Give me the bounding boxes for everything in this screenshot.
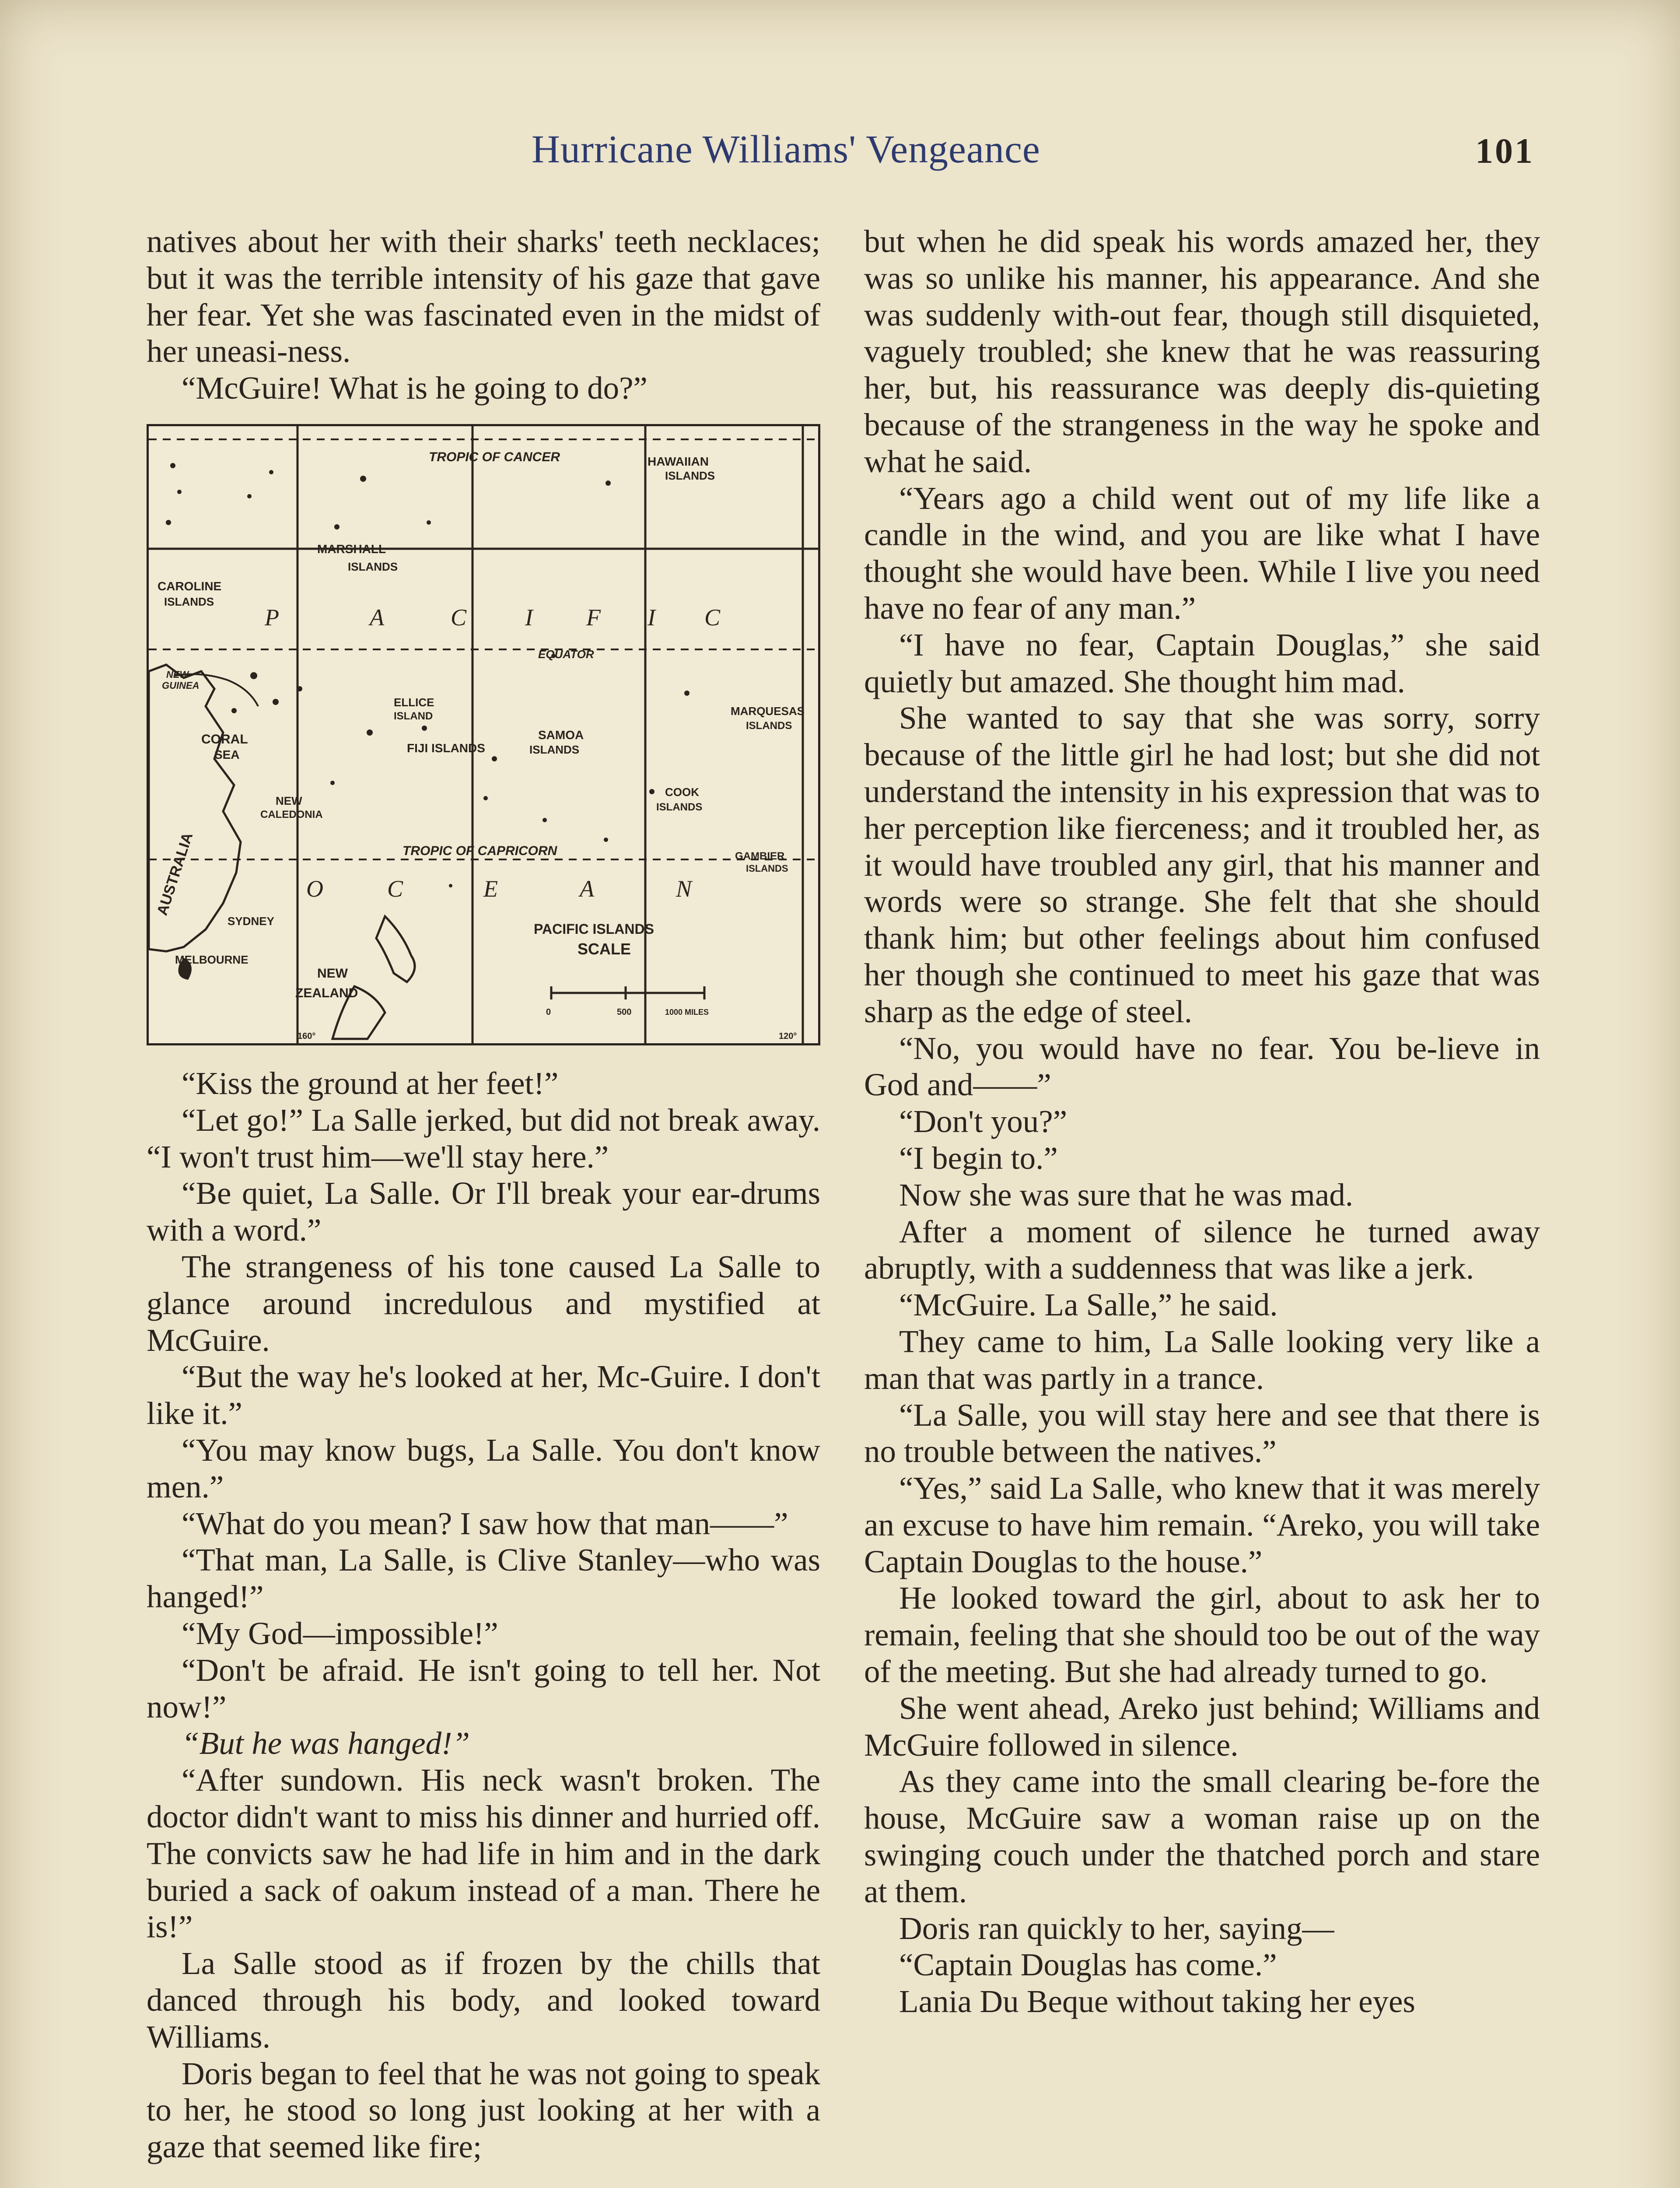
paragraph-italic: “But he was hanged!” — [182, 1725, 470, 1761]
right-column — [864, 223, 1540, 2020]
scale-label: SCALE — [578, 940, 631, 958]
marshall-label-2: ISLANDS — [348, 560, 398, 573]
paragraph: She wanted to say that she was sorry, sorry because of the little girl he had lost; but she did not understand the intensity in his expression that was to her perception like fierceness; and it troubled her, as it would have troubled any girl, that his manner and words were so strange. She felt that she should thank him; but other feelings about him confused her though she continued to meet his gaze that was sharp as the edge of steel. — [864, 700, 1540, 1029]
pacific-letter: F — [586, 604, 601, 631]
paragraph: Lania Du Beque without taking her eyes — [899, 1984, 1415, 2020]
paragraph: “I have no fear, Captain Douglas,” she said quietly but amazed. She thought him mad. — [864, 627, 1540, 699]
paragraph: Now she was sure that he was mad. — [899, 1177, 1353, 1213]
tropic-of-cancer-label: TROPIC OF CANCER — [429, 449, 560, 464]
paragraph: “Yes,” said La Salle, who knew that it was merely an excuse to have him remain. “Areko, you will take Captain Douglas to the house.” — [864, 1470, 1540, 1579]
marshall-label-1: MARSHALL — [317, 542, 386, 556]
paragraph: “McGuire. La Salle,” he said. — [899, 1287, 1278, 1323]
australia-label: AUSTRALIA — [154, 830, 196, 918]
pacific-letter: I — [648, 604, 655, 631]
paragraph: They came to him, La Salle looking very like a man that was partly in a trance. — [864, 1323, 1540, 1396]
paragraph: natives about her with their sharks' teeth necklaces; but it was the terrible intensity of his gaze that gave her fear. Yet she was fascinated even in the midst of her uneasi-ness. — [147, 224, 820, 369]
pacific-map-figure — [147, 424, 820, 1045]
ocean-letter: O — [306, 875, 323, 902]
page-number: 101 — [1475, 131, 1534, 171]
ocean-letter: N — [676, 875, 692, 902]
paragraph: As they came into the small clearing be-fore the house, McGuire saw a woman raise up on the swinging couch under the thatched porch and stare at them. — [864, 1764, 1540, 1909]
ellice-label-1: ELLICE — [394, 695, 434, 709]
fiji-label: FIJI ISLANDS — [407, 741, 485, 755]
new-guinea-label-1: NEW — [166, 669, 189, 680]
gambier-label-2: ISLANDS — [746, 863, 788, 874]
paragraph: “No, you would have no fear. You be-lieve in God and——” — [864, 1030, 1540, 1103]
hawaiian-label-1: HAWAIIAN — [648, 454, 709, 468]
paragraph: “Don't you?” — [899, 1104, 1068, 1140]
paragraph: “Be quiet, La Salle. Or I'll break your ear-drums with a word.” — [147, 1175, 820, 1248]
gambier-label-1: GAMBIER — [735, 850, 785, 862]
scale-title-label: PACIFIC ISLANDS — [534, 921, 654, 937]
paragraph: The strangeness of his tone caused La Salle to glance around incredulous and mystified at McGuire. — [147, 1248, 820, 1358]
paragraph: Doris began to feel that he was not going to speak to her, he stood so long just looking at her with a gaze that seemed like fire; — [147, 2055, 820, 2165]
pacific-map — [149, 426, 818, 1043]
melbourne-label: MELBOURNE — [175, 953, 248, 966]
island-dots — [166, 463, 690, 887]
new-caledonia-label-1: NEW — [276, 794, 302, 807]
new-zealand-label-2: ZEALAND — [295, 985, 358, 1000]
paragraph: “After sundown. His neck wasn't broken. The doctor didn't want to miss his dinner and hurried off. The convicts saw he had life in him and in the dark buried a sack of oakum instead of a man. There he is!” — [147, 1762, 820, 1945]
paragraph: “That man, La Salle, is Clive Stanley—who was hanged!” — [147, 1542, 820, 1615]
marquesas-label-2: ISLANDS — [746, 719, 792, 732]
ocean-letter: A — [580, 875, 594, 902]
new-caledonia-label-2: CALEDONIA — [260, 808, 323, 820]
paragraph: “Don't be afraid. He isn't going to tell her. Not now!” — [147, 1652, 820, 1725]
hawaiian-label-2: ISLANDS — [665, 469, 715, 482]
ocean-letter: C — [387, 875, 403, 902]
new-guinea-label-2: GUINEA — [162, 680, 200, 691]
paragraph: “La Salle, you will stay here and see that there is no trouble between the natives.” — [864, 1397, 1540, 1469]
pacific-letter: C — [704, 604, 721, 631]
marquesas-label-1: MARQUESAS — [731, 704, 805, 718]
equator-label: EQUATOR — [538, 647, 594, 661]
paragraph: “My God—impossible!” — [182, 1615, 498, 1651]
coral-sea-label-2: SEA — [214, 747, 240, 761]
cook-label-1: COOK — [665, 785, 699, 799]
coral-sea-label-1: CORAL — [201, 732, 248, 747]
ellice-label-2: ISLAND — [394, 710, 433, 722]
paragraph: He looked toward the girl, about to ask her to remain, feeling that she should too be out of the way of the meeting. But she had already turned to go. — [864, 1580, 1540, 1690]
paragraph: “Let go!” La Salle jerked, but did not break away. “I won't trust him—we'll stay here.” — [147, 1102, 820, 1175]
paragraph: but when he did speak his words amazed her, they was so unlike his manner, his appearance. And she was suddenly with-out fear, though still disquieted, vaguely troubled; she knew that he was reassuring her, but, his reassurance was deeply dis-quieting because of the strangeness in the way he spoke and what he said. — [864, 224, 1540, 479]
paragraph: “McGuire! What is he going to do?” — [182, 370, 648, 406]
longitude-right-label: 120° — [779, 1031, 797, 1041]
samoa-label-2: ISLANDS — [529, 743, 580, 756]
paragraph: After a moment of silence he turned away abruptly, with a suddenness that was like a jerk. — [864, 1213, 1540, 1286]
tropic-of-capricorn-label: TROPIC OF CAPRICORN — [402, 843, 557, 858]
samoa-label-1: SAMOA — [538, 728, 584, 742]
paragraph: “What do you mean? I saw how that man——” — [182, 1505, 788, 1541]
paragraph: “Captain Douglas has come.” — [899, 1947, 1277, 1983]
scale-tick-500: 500 — [617, 1007, 632, 1017]
caroline-label-2: ISLANDS — [164, 595, 214, 608]
pacific-letter: I — [525, 604, 533, 631]
paragraph: “Kiss the ground at her feet!” — [182, 1065, 559, 1101]
paragraph: “You may know bugs, La Salle. You don't know men.” — [147, 1432, 820, 1504]
scale-tick-1000: 1000 MILES — [665, 1007, 709, 1017]
paragraph: La Salle stood as if frozen by the chills that danced through his body, and looked toward Williams. — [147, 1946, 820, 2055]
left-column — [147, 223, 820, 2165]
running-header-title: Hurricane Williams' Vengeance — [532, 128, 1040, 171]
paragraph: “But the way he's looked at her, Mc-Guire. I don't like it.” — [147, 1359, 820, 1431]
paragraph: She went ahead, Areko just behind; Williams and McGuire followed in silence. — [864, 1690, 1540, 1763]
paragraph: Doris ran quickly to her, saying— — [899, 1910, 1334, 1946]
new-zealand-north-island — [376, 916, 415, 982]
caroline-label-1: CAROLINE — [158, 579, 222, 593]
paragraph: “Years ago a child went out of my life like a candle in the wind, and you are like what I have thought she would have been. While I live you need have no fear of any man.” — [864, 480, 1540, 626]
map-scale-bar — [551, 986, 704, 999]
new-zealand-label-1: NEW — [317, 966, 348, 981]
sydney-label: SYDNEY — [228, 914, 274, 928]
scale-tick-0: 0 — [546, 1007, 551, 1017]
cook-label-2: ISLANDS — [656, 801, 703, 813]
pacific-letter: P — [265, 604, 279, 631]
paragraph: “I begin to.” — [899, 1140, 1058, 1176]
pacific-letter: A — [370, 604, 384, 631]
ocean-letter: E — [483, 875, 498, 902]
pacific-letter: C — [451, 604, 467, 631]
longitude-left-label: 160° — [298, 1031, 316, 1041]
